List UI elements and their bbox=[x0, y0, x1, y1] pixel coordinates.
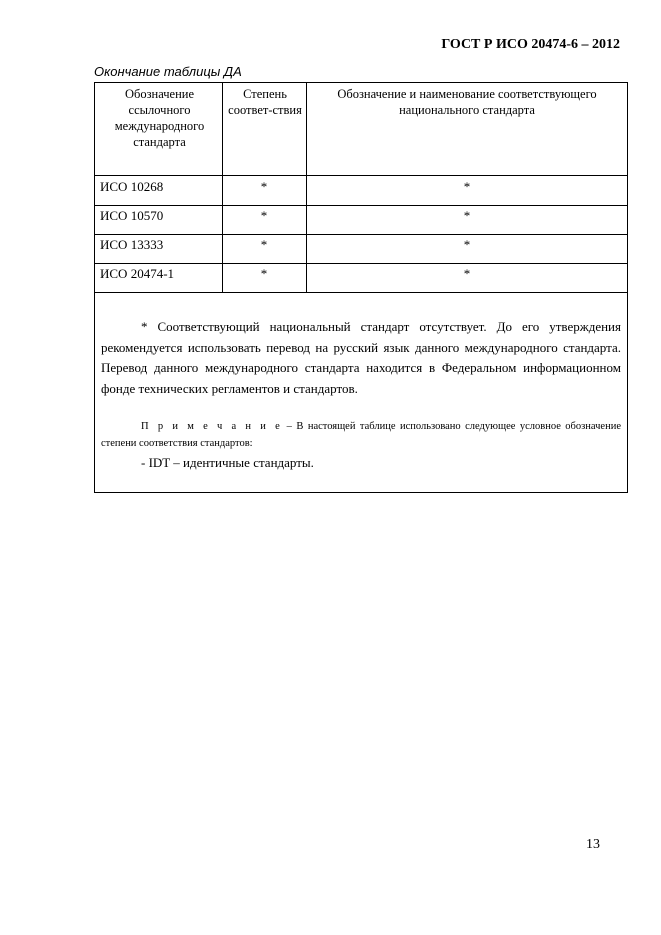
national-standard-cell: * bbox=[463, 208, 471, 223]
note-label: П р и м е ч а н и е bbox=[141, 421, 283, 432]
note-text: – В настоящей таблице использовано следующее условное обозначение степени соответствия стандартов: bbox=[101, 421, 621, 449]
national-standard-cell: * bbox=[463, 266, 471, 281]
table-caption: Окончание таблицы ДА bbox=[94, 64, 242, 79]
conformity-degree-cell: * bbox=[260, 237, 268, 252]
column-header-national-standard: Обозначение и наименование соответствующего национального стандарта bbox=[337, 87, 597, 117]
table-row bbox=[95, 205, 627, 234]
national-standard-cell: * bbox=[463, 179, 471, 194]
international-standard-cell: ИСО 13333 bbox=[100, 237, 164, 252]
column-header-international-standard: Обозначение ссылочного международного стандарта bbox=[114, 87, 205, 149]
column-header-conformity-degree: Степень соответ-ствия bbox=[228, 87, 302, 117]
international-standard-cell: ИСО 10570 bbox=[100, 208, 164, 223]
document-header: ГОСТ Р ИСО 20474-6 – 2012 bbox=[441, 37, 620, 52]
conformity-degree-cell: * bbox=[260, 179, 268, 194]
reference-table bbox=[94, 82, 628, 493]
row-divider bbox=[95, 292, 627, 293]
table-row bbox=[95, 176, 627, 205]
conformity-degree-cell: * bbox=[260, 266, 268, 281]
table-row bbox=[95, 234, 627, 263]
international-standard-cell: ИСО 20474-1 bbox=[100, 266, 175, 281]
table-note bbox=[101, 418, 621, 452]
international-standard-cell: ИСО 10268 bbox=[100, 179, 164, 194]
conformity-degree-cell: * bbox=[260, 208, 268, 223]
page-number: 13 bbox=[586, 837, 600, 852]
footnote-text: * Соответствующий национальный стандарт отсутствует. До его утверждения рекомендуется использовать перевод на русский язык данного международного стандарта. Перевод данного международного стандарта находится в Федеральном информационном фонде технических регламентов и стандартов. bbox=[101, 319, 621, 396]
national-standard-cell: * bbox=[463, 237, 471, 252]
idt-definition: - IDT – идентичные стандарты. bbox=[141, 455, 314, 470]
table-row bbox=[95, 263, 627, 292]
